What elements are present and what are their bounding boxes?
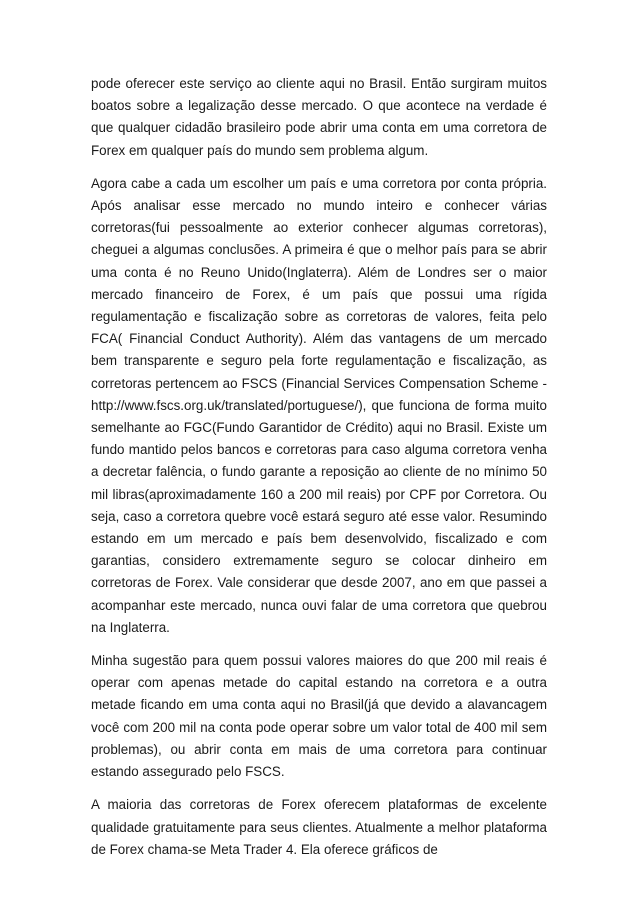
document-body: [91, 73, 547, 872]
paragraph-3: Minha sugestão para quem possui valores maiores do que 200 mil reais é operar com apenas metade do capital estando na corretora e a outra metade ficando em uma conta aqui no Brasil(já que devido a alavancagem você com 200 mil na conta pode operar sobre um valor total de 400 mil sem problemas), ou abrir conta em mais de uma corretora para continuar estando assegurado pelo FSCS.: [91, 653, 547, 780]
paragraph-1: pode oferecer este serviço ao cliente aqui no Brasil. Então surgiram muitos boatos sobre a legalização desse mercado. O que acontece na verdade é que qualquer cidadão brasileiro pode abrir uma conta em uma corretora de Forex em qualquer país do mundo sem problema algum.: [91, 76, 547, 158]
paragraph-2: Agora cabe a cada um escolher um país e uma corretora por conta própria. Após analisar esse mercado no mundo inteiro e conhecer várias corretoras(fui pessoalmente ao exterior conhecer algumas corretoras), cheguei a algumas conclusões. A primeira é que o melhor país para se abrir uma conta é no Reuno Unido(Inglaterra). Além de Londres ser o maior mercado financeiro de Forex, é um país que possui uma rígida regulamentação e fiscalização sobre as corretoras de valores, feita pelo FCA( Financial Conduct Authority). Além das vantagens de um mercado bem transparente e seguro pela forte regulamentação e fiscalização, as corretoras pertencem ao FSCS (Financial Services Compensation Scheme - http://www.fscs.org.uk/translated/portuguese/), que funciona de forma muito semelhante ao FGC(Fundo Garantidor de Crédito) aqui no Brasil. Existe um fundo mantido pelos bancos e corretoras para caso alguma corretora venha a decretar falência, o fundo garante a reposição ao cliente de no mínimo 50 mil libras(aproximadamente 160 a 200 mil reais) por CPF por Corretora. Ou seja, caso a corretora quebre você estará seguro até esse valor. Resumindo estando em um mercado e país bem desenvolvido, fiscalizado e com garantias, considero extremamente seguro se colocar dinheiro em corretoras de Forex. Vale considerar que desde 2007, ano em que passei a acompanhar este mercado, nunca ouvi falar de uma corretora que quebrou na Inglaterra.: [91, 175, 547, 635]
paragraph-4: A maioria das corretoras de Forex oferecem plataformas de excelente qualidade gratuitamente para seus clientes. Atualmente a melhor plataforma de Forex chama-se Meta Trader 4. Ela oferece gráficos de: [91, 797, 547, 857]
